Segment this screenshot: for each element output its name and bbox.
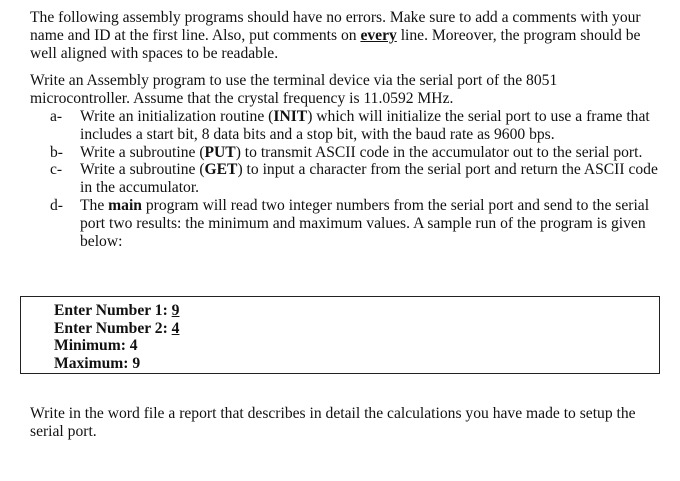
- task-parts-list: [30, 108, 660, 250]
- sample-line-2: Enter Number 2: 4: [54, 319, 180, 337]
- part-c-text: Write a subroutine (GET) to input a character from the serial port and return the ASCII code in the accumulator.: [80, 161, 658, 197]
- sample-line-4: Maximum: 9: [54, 354, 141, 372]
- sample-run-box: [20, 296, 660, 374]
- every-emphasis: every: [360, 26, 397, 44]
- init-keyword: INIT: [273, 107, 308, 125]
- task-paragraph: Write an Assembly program to use the terminal device via the serial port of the 8051 microcontroller. Assume that the crystal frequency is 11.0592 MHz.: [30, 72, 558, 108]
- part-d-text: The main program will read two integer numbers from the serial port and send to the serial port two results: the minimum and maximum values. A sample run of the program is given below:: [80, 196, 650, 250]
- report-paragraph: Write in the word file a report that describes in detail the calculations you have made to setup the serial port.: [30, 405, 636, 440]
- assignment-text: [30, 9, 660, 250]
- part-b-marker: b-: [50, 143, 63, 161]
- sample-input-1: 9: [171, 302, 180, 319]
- instructions-text-1: The following assembly programs should have no errors. Make sure to add a comments with your name and ID at the first line. Also, put comments on: [30, 9, 641, 44]
- part-b: [30, 144, 660, 162]
- sample-input-2: 4: [171, 319, 180, 337]
- put-keyword: PUT: [204, 143, 236, 161]
- instructions-paragraph: [30, 9, 660, 62]
- part-c-marker: c-: [50, 161, 63, 179]
- part-a-marker: a-: [50, 107, 63, 125]
- get-keyword: GET: [204, 161, 238, 179]
- main-keyword: main: [108, 196, 142, 214]
- part-a: [30, 108, 660, 144]
- sample-line-1: Enter Number 1: 9: [54, 302, 180, 319]
- part-c: [30, 161, 660, 197]
- part-b-text: Write a subroutine (PUT) to transmit ASCII code in the accumulator out to the serial port.: [80, 143, 643, 161]
- instructions-text-2: line. Moreover, the program should be well aligned with spaces to be readable.: [30, 26, 641, 62]
- part-d-marker: d-: [50, 196, 63, 214]
- sample-line-3: Minimum: 4: [54, 337, 138, 355]
- part-a-text: Write an initialization routine (INIT) which will initialize the serial port to use a frame that includes a start bit, 8 data bits and a stop bit, with the baud rate as 9600 bps.: [80, 107, 650, 143]
- part-d: [30, 197, 660, 250]
